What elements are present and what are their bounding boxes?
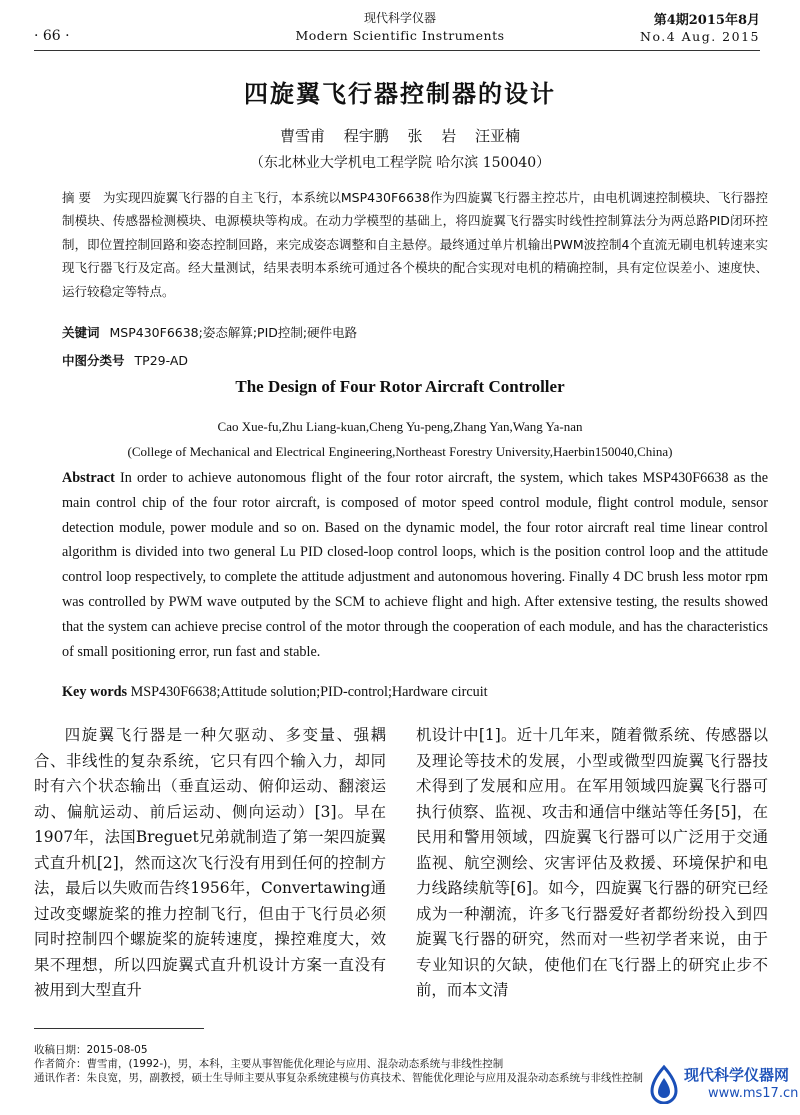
issue-en: No.4 Aug. 2015	[640, 29, 760, 44]
english-abstract-label: Abstract	[62, 470, 115, 486]
watermark-url: www.ms17.cn	[708, 1086, 799, 1101]
affiliation: （东北林业大学机电工程学院 哈尔滨 150040）	[249, 155, 551, 171]
journal-name-cn: 现代科学仪器	[363, 11, 436, 25]
english-abstract-text: In order to achieve autonomous flight of the four rotor aircraft, the system, which takes MSP430F6638 as the main control chip of the four rotor aircraft, is composed of motor speed control module, flight control module, sensor detection module, power module and so on. Based on the dynamic model, the four rotor aircraft real time linear control algorithm is divided into two general Lu PID closed-loop control loops, which is the position control loop and the attitude control loop respectively, to complete the attitude adjustment and autonomous hovering. Finally 4 DC brush less motor rpm was controlled by PWM wave outputed by the SCM to achieve flight and high. After extensive testing, the results showed that the system can achieve precise control of the motor through the cooperation of each module, and has the characteristics of small positioning error, run fast and stable.	[62, 470, 768, 660]
english-title: The Design of Four Rotor Aircraft Controller	[235, 377, 565, 396]
keywords-cn-label: 关键词	[62, 325, 100, 340]
footnote-received: 收稿日期：2015-08-05	[34, 1044, 148, 1056]
footnote-author: 作者简介：曹雪甫，(1992-)，男，本科，主要从事智能优化理论与应用、混杂动态系统与非线性控制	[34, 1058, 504, 1070]
journal-name-en: Modern Scientific Instruments	[295, 28, 505, 43]
abstract-cn	[62, 186, 768, 303]
english-keywords-text: MSP430F6638;Attitude solution;PID-control;Hardware circuit	[130, 684, 488, 700]
abstract-cn-label: 摘 要	[62, 190, 92, 205]
english-keywords-label: Key words	[62, 684, 128, 700]
classification-cn-text: TP29-AD	[134, 353, 189, 368]
classification-cn-label: 中图分类号	[62, 353, 125, 368]
header-rule	[34, 50, 760, 51]
abstract-cn-text: 为实现四旋翼飞行器的自主飞行，本系统以MSP430F6638作为四旋翼飞行器主控芯片，由电机调速控制模块、飞行器控制模块、传感器检测模块、电源模块等构成。在动力学模型的基础上，将四旋翼飞行器实时线性控制算法分为两总路PID闭环控制，即位置控制回路和姿态控制回路，来完成姿态调整和自主悬停。最终通过单片机输出PWM波控制4个直流无刷电机转速来实现飞行器飞行及定高。经大量测试，结果表明本系统可通过各个模块的配合实现对电机的精确控制，具有定位误差小、速度快、运行较稳定等特点。	[62, 190, 768, 299]
english-keywords	[62, 684, 488, 701]
keywords-cn-text: MSP430F6638;姿态解算;PID控制;硬件电路	[109, 325, 358, 340]
page-number: · 66 ·	[34, 28, 70, 44]
issue-cn: 第4期2015年8月	[653, 13, 760, 28]
footnote-corresponding: 通讯作者：朱良宽，男，副教授，硕士生导师主要从事复杂系统建模与仿真技术、智能优化理论与应用及混杂动态系统与非线性控制	[34, 1072, 643, 1084]
body-column-left: 四旋翼飞行器是一种欠驱动、多变量、强耦合、非线性的复杂系统，它只有四个输入力，却同时有六个状态输出（垂直运动、俯仰运动、翻滚运动、偏航运动、前后运动、侧向运动）[3]。早在1907年，法国Breguet兄弟就制造了第一架四旋翼式直升机[2]，然而这次飞行没有用到任何的控制方法，最后以失败而告终1956年，Convertawing通过改变螺旋桨的推力控制飞行，但由于飞行员必须同时控制四个螺旋桨的旋转速度，操控难度大，效果不理想，所以四旋翼式直升机设计方案一直没有被用到大型直升	[34, 726, 386, 999]
english-authors: Cao Xue-fu,Zhu Liang-kuan,Cheng Yu-peng,Zhang Yan,Wang Ya-nan	[217, 419, 583, 434]
classification-cn	[62, 351, 188, 369]
watermark-name: 现代科学仪器网	[684, 1066, 790, 1084]
author-list: 曹雪甫 程宇鹏 张 岩 汪亚楠	[279, 127, 521, 145]
keywords-cn	[62, 323, 357, 341]
footnote-rule	[34, 1028, 204, 1029]
english-affiliation: (College of Mechanical and Electrical Engineering,Northeast Forestry University,Haerbin150040,China)	[127, 444, 673, 459]
body-column-right: 机设计中[1]。近十几年来，随着微系统、传感器以及理论等技术的发展，小型或微型四旋翼飞行器技术得到了发展和应用。在军用领域四旋翼飞行器可执行侦察、监视、攻击和通信中继站等任务[5]，在民用和警用领域，四旋翼飞行器可以广泛用于交通监视、航空测绘、灾害评估及救援、环境保护和电力线路续航等[6]。如今，四旋翼飞行器的研究已经成为一种潮流，许多飞行器爱好者都纷纷投入到四旋翼飞行器的研究，然而对一些初学者来说，由于专业知识的欠缺，使他们在飞行器上的研究止步不前，而本文清	[416, 726, 768, 999]
running-header	[0, 0, 800, 52]
watermark-logo-icon	[646, 1064, 682, 1104]
paper-title: 四旋翼飞行器控制器的设计	[244, 79, 556, 108]
watermark	[646, 1058, 799, 1113]
english-abstract	[62, 466, 768, 664]
